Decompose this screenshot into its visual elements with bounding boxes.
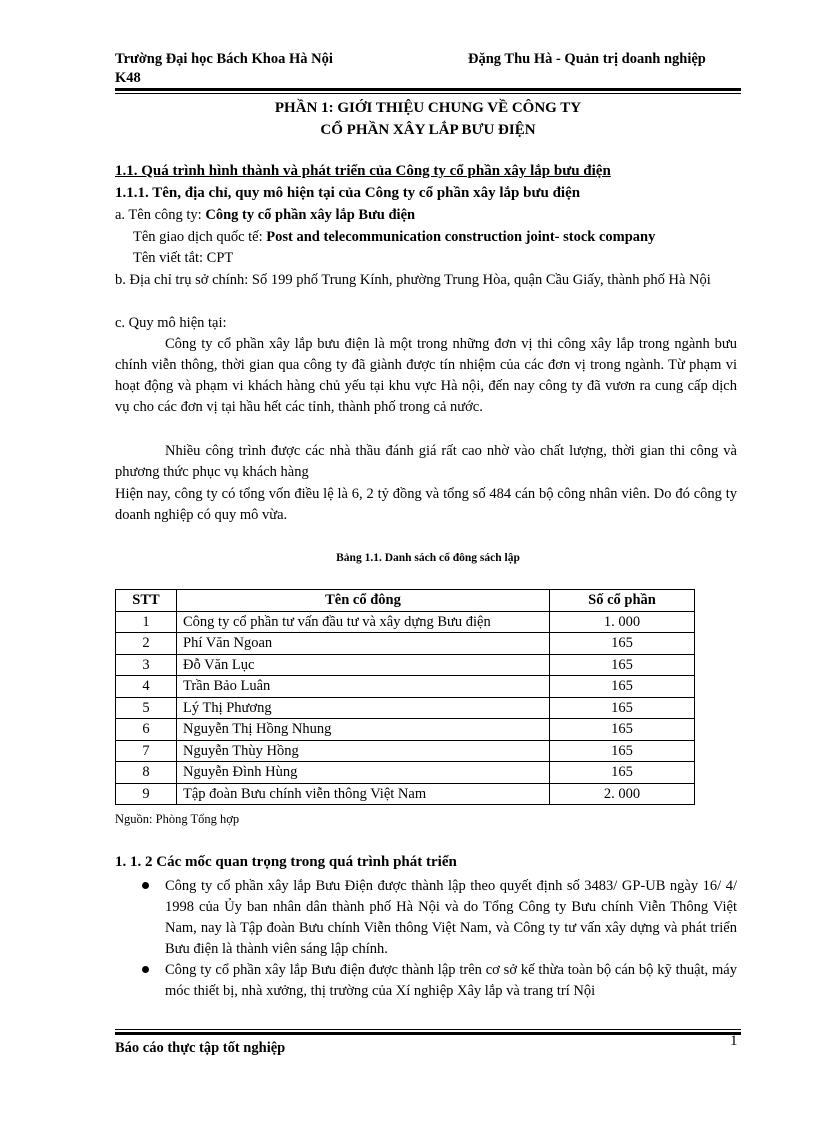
header-class: K48 [115,70,141,86]
section-1-1-heading: 1.1. Quá trình hình thành và phát triển của Công ty cổ phần xây lắp bưu điện [115,163,611,179]
table-row: 9 Tập đoàn Bưu chính viễn thông Việt Nam 2. 000 [116,783,695,805]
shareholder-table [115,589,695,805]
table-row: 5 Lý Thị Phương 165 [116,697,695,719]
footer-rule-thick [115,1032,741,1035]
table-row: 4 Trần Bảo Luân 165 [116,676,695,698]
table-header-row [116,590,695,612]
scale-paragraph-1: Công ty cổ phần xây lắp bưu điện là một trong những đơn vị thi công xây lắp trong ngành bưu chính viễn thông, thời gian qua công ty đã giành được tín nhiệm của các đơn vị trong ngành. Từ phạm vi hoạt động và phạm vi khách hàng chủ yếu tại khu vực Hà nội, đến nay công ty đã vươn ra cung cấp dịch vụ cho các đơn vị tại hầu hết các tỉnh, thành phố trong cả nước. [115,336,737,415]
page-title [115,97,741,141]
scale-label: c. Quy mô hiện tại: [115,315,227,331]
scale-paragraph-3: Hiện nay, công ty có tổng vốn điều lệ là 6, 2 tỷ đồng và tổng số 484 cán bộ công nhân viên. Do đó công ty doanh nghiệp có quy mô vừa. [115,486,737,523]
header-shares: Số cổ phần [550,590,695,612]
table-row: 8 Nguyễn Đình Hùng 165 [116,762,695,784]
header-left [115,50,333,88]
table-row: 7 Nguyễn Thùy Hồng 165 [116,740,695,762]
table-row: 2 Phí Văn Ngoan 165 [116,633,695,655]
company-intl-name-line: Tên giao dịch quốc tế: Post and telecommunication construction joint- stock company [133,229,656,245]
title-line-1: PHẦN 1: GIỚI THIỆU CHUNG VỀ CÔNG TY [274,100,582,116]
company-abbr: Tên viết tắt: CPT [133,250,234,266]
footer-report-title: Báo cáo thực tập tốt nghiệp [115,1040,286,1056]
table-row: 3 Đỗ Văn Lục 165 [116,654,695,676]
footer-rule-thin [115,1029,741,1030]
title-line-2: CỔ PHẦN XÂY LẮP BƯU ĐIỆN [320,122,536,138]
list-item: Công ty cổ phần xây lắp Bưu điện được thành lập trên cơ sở kế thừa toàn bộ cán bộ kỹ thuật, máy móc thiết bị, nhà xưởng, thị trường của Xí nghiệp Xây lắp và trang trí Nội [115,960,737,1002]
table-row: 1 Công ty cổ phần tư vấn đầu tư và xây dựng Bưu điện 1. 000 [116,611,695,633]
header-name: Tên cổ đông [177,590,550,612]
table-caption: Bảng 1.1. Danh sách cổ đông sách lập [336,552,520,564]
company-name-line: a. Tên công ty: Công ty cổ phần xây lắp Bưu điện [115,207,416,223]
bullet-icon [142,882,149,889]
company-address: b. Địa chỉ trụ sở chính: Số 199 phố Trung Kính, phường Trung Hòa, quận Cầu Giấy, thành phố Hà Nội [115,272,711,288]
header-rule-thick [115,88,741,91]
header-school: Trường Đại học Bách Khoa Hà Nội [115,51,333,67]
list-item: Công ty cổ phần xây lắp Bưu Điện được thành lập theo quyết định số 3483/ GP-UB ngày 16/ 4/ 1998 của Ủy ban nhân dân thành phố Hà Nội và do Tổng Công ty Bưu chính Viễn Thông Việt Nam, nay là Tập đoàn Bưu chính Viễn thông Việt Nam, và Công ty tư vấn xây dựng và phát triển Bưu điện là thành viên sáng lập chính. [115,876,737,960]
milestones-list [115,876,737,1002]
section-1-1-1-heading: 1.1.1. Tên, địa chỉ, quy mô hiện tại của Công ty cổ phần xây lắp bưu điện [115,185,581,201]
page-number: 1 [730,1033,738,1049]
section-1-1-2-heading: 1. 1. 2 Các mốc quan trọng trong quá trình phát triển [115,854,457,870]
table-row: 6 Nguyễn Thị Hồng Nhung 165 [116,719,695,741]
scale-paragraph-2: Nhiều công trình được các nhà thầu đánh giá rất cao nhờ vào chất lượng, thời gian thi công và phương thức phục vụ khách hàng [115,443,737,480]
header-stt: STT [116,590,177,612]
header-rule-thin [115,93,741,94]
table-source: Nguồn: Phòng Tổng hợp [115,812,240,826]
bullet-icon [142,966,149,973]
header-author: Đặng Thu Hà - Quản trị doanh nghiệp [468,51,706,67]
